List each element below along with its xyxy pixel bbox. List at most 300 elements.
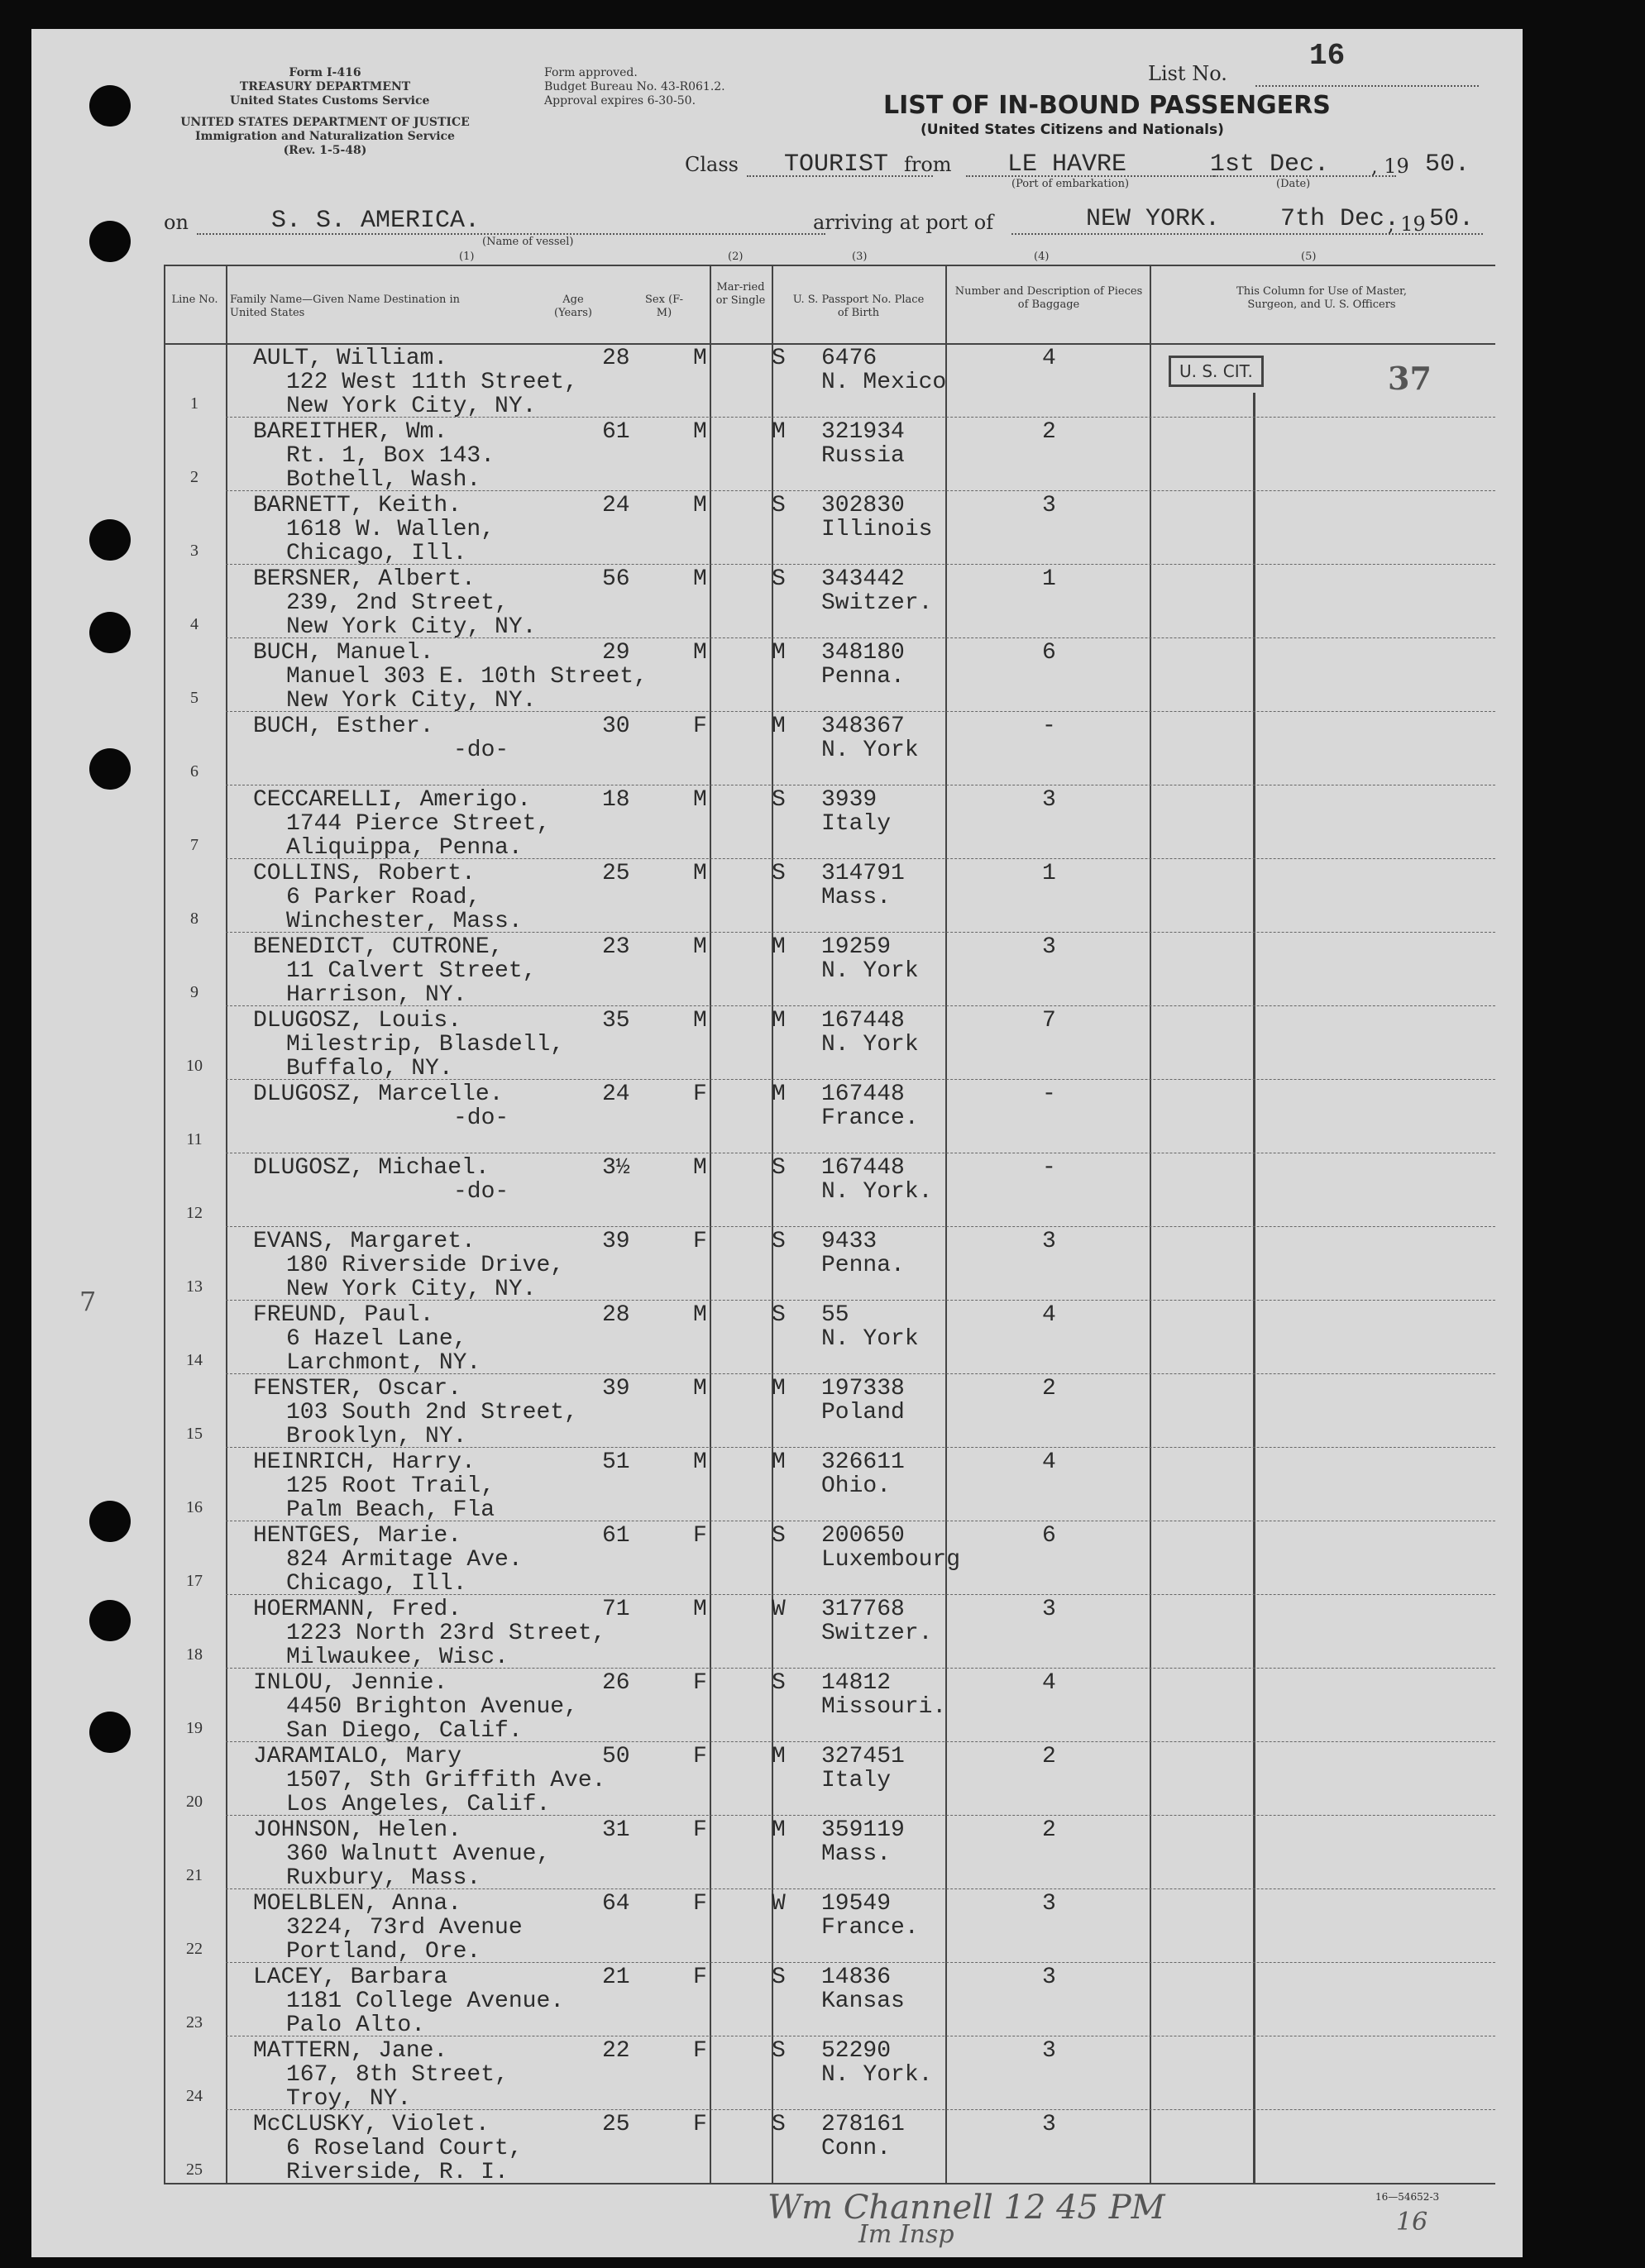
col-number-5: (5) (1301, 251, 1317, 263)
line-number: 1 (190, 394, 198, 413)
col-number-2: (2) (728, 251, 744, 263)
baggage-count: - (1042, 1081, 1056, 1107)
age: 71 (602, 1597, 630, 1622)
place-of-birth: Switzer. (821, 590, 933, 616)
place-of-birth: Italy (821, 1768, 892, 1793)
marital-status: M (772, 640, 786, 666)
row-divider (226, 490, 1495, 491)
row-divider (226, 1668, 1495, 1669)
passport-number: 302830 (821, 493, 905, 518)
destination-line-1: 6 Roseland Court, (286, 2136, 523, 2161)
place-of-birth: Kansas (821, 1989, 905, 2014)
destination-line-1: 11 Calvert Street, (286, 958, 537, 984)
destination-line-2: Palm Beach, Fla (286, 1497, 495, 1523)
destination-line-2: Bothell, Wash. (286, 467, 481, 493)
row-divider (226, 1005, 1495, 1006)
baggage-count: 2 (1042, 1744, 1056, 1769)
row-divider (226, 1447, 1495, 1448)
citizen-count: 37 (1388, 360, 1432, 397)
destination-line-1: 824 Armitage Ave. (286, 1547, 523, 1573)
form-code: 16—54652-3 (1375, 2191, 1440, 2203)
place-of-birth: Mass. (821, 1841, 892, 1867)
inspector-signature: Wm Channell 12 45 PM (768, 2189, 1165, 2227)
age: 51 (602, 1449, 630, 1475)
passenger-name: JARAMIALO, Mary (253, 1744, 462, 1769)
line-number: 12 (186, 1204, 203, 1222)
sex: M (693, 934, 707, 960)
passport-number: 200650 (821, 1523, 905, 1549)
baggage-count: 3 (1042, 1965, 1056, 1990)
place-of-birth: Penna. (821, 1253, 905, 1278)
destination-line-2: San Diego, Calif. (286, 1718, 523, 1744)
destination-line-1: 239, 2nd Street, (286, 590, 509, 616)
place-of-birth: N. York (821, 738, 919, 763)
col-divider (164, 265, 165, 2183)
destination-line-2: Harrison, NY. (286, 982, 467, 1008)
row-divider (226, 1226, 1495, 1227)
marital-status: M (772, 714, 786, 739)
passenger-name: McCLUSKY, Violet. (253, 2112, 490, 2137)
sex: M (693, 1449, 707, 1475)
destination-line-2: Palo Alto. (286, 2013, 426, 2038)
list-no-value: 16 (1309, 39, 1346, 73)
marital-status: M (772, 419, 786, 445)
treasury-department: TREASURY DEPARTMENT (239, 80, 411, 93)
marital-status: S (772, 1302, 786, 1328)
age: 29 (602, 640, 630, 666)
line-number: 23 (186, 2013, 203, 2032)
age: 39 (602, 1376, 630, 1401)
passenger-name: FENSTER, Oscar. (253, 1376, 462, 1401)
row-divider (226, 1888, 1495, 1889)
approval-expires: Approval expires 6-30-50. (544, 94, 696, 107)
line-number: 17 (186, 1572, 203, 1590)
list-no-line (1255, 85, 1479, 87)
baggage-count: 4 (1042, 1449, 1056, 1475)
place-of-birth: N. York (821, 1326, 919, 1352)
destination-line-2: New York City, NY. (286, 394, 537, 419)
age: 23 (602, 934, 630, 960)
year-prefix: , 19 (1371, 155, 1409, 178)
passenger-name: FREUND, Paul. (253, 1302, 434, 1328)
sex: M (693, 1155, 707, 1181)
destination-line-2: Chicago, Ill. (286, 1571, 467, 1597)
age: 25 (602, 861, 630, 886)
baggage-count: 3 (1042, 934, 1056, 960)
passenger-name: BAREITHER, Wm. (253, 419, 448, 445)
arriving-label: arriving at port of (813, 211, 994, 234)
passport-number: 167448 (821, 1008, 905, 1034)
col-number-3: (3) (852, 251, 868, 263)
place-of-birth: N. Mexico (821, 370, 947, 395)
baggage-count: 6 (1042, 640, 1056, 666)
passport-number: 197338 (821, 1376, 905, 1401)
age: 3½ (602, 1155, 630, 1181)
col-header-baggage: Number and Description of Pieces of Baggage (954, 285, 1143, 311)
place-of-birth: Penna. (821, 664, 905, 690)
baggage-count: - (1042, 714, 1056, 739)
baggage-count: 4 (1042, 1670, 1056, 1696)
place-of-birth: N. York (821, 958, 919, 984)
destination-line-1: 125 Root Trail, (286, 1473, 495, 1499)
baggage-count: 2 (1042, 419, 1056, 445)
line-number: 20 (186, 1793, 203, 1811)
binder-hole (89, 748, 131, 790)
sex: F (693, 1523, 707, 1549)
ins-name: Immigration and Naturalization Service (195, 130, 455, 143)
destination-line-1: 1181 College Avenue. (286, 1989, 565, 2014)
destination-line-2: Riverside, R. I. (286, 2160, 509, 2185)
port-value: LE HAVRE (1007, 150, 1127, 179)
col-divider (710, 265, 711, 2183)
place-of-birth: N. York. (821, 1179, 933, 1205)
passenger-name: EVANS, Margaret. (253, 1229, 476, 1254)
passport-number: 278161 (821, 2112, 905, 2137)
baggage-count: 3 (1042, 493, 1056, 518)
destination-line-1: 360 Walnutt Avenue, (286, 1841, 551, 1867)
passport-number: 14812 (821, 1670, 892, 1696)
marital-status: S (772, 1965, 786, 1990)
sex: F (693, 714, 707, 739)
passenger-name: BENEDICT, CUTRONE, (253, 934, 504, 960)
sex: M (693, 640, 707, 666)
marital-status: S (772, 1229, 786, 1254)
age: 28 (602, 346, 630, 371)
place-of-birth: France. (821, 1105, 919, 1131)
baggage-count: 4 (1042, 346, 1056, 371)
sex: F (693, 1744, 707, 1769)
sex: M (693, 1302, 707, 1328)
form-number: Form I-416 (289, 66, 361, 79)
place-of-birth: Luxembourg (821, 1547, 961, 1573)
passport-number: 348367 (821, 714, 905, 739)
passenger-name: CECCARELLI, Amerigo. (253, 787, 532, 813)
line-number: 24 (186, 2087, 203, 2105)
col-header-line-no: Line No. (171, 294, 218, 306)
destination-line-2: New York City, NY. (286, 688, 537, 714)
age: 39 (602, 1229, 630, 1254)
baggage-count: 3 (1042, 2038, 1056, 2064)
marital-status: M (772, 934, 786, 960)
row-divider (226, 2109, 1495, 2110)
destination-line-1: 4450 Brighton Avenue, (286, 1694, 578, 1720)
us-citizen-stamp: U. S. CIT. (1169, 356, 1264, 387)
table-top-border (164, 265, 1495, 266)
place-of-birth: Switzer. (821, 1621, 933, 1646)
passport-number: 6476 (821, 346, 877, 371)
line-number: 18 (186, 1645, 203, 1664)
destination-line-1: 180 Riverside Drive, (286, 1253, 565, 1278)
sex: M (693, 1008, 707, 1034)
col-divider (1150, 265, 1151, 2183)
passport-number: 14836 (821, 1965, 892, 1990)
row-divider (226, 417, 1495, 418)
line-number: 16 (186, 1498, 203, 1516)
marital-status: S (772, 493, 786, 518)
destination-line-2: Chicago, Ill. (286, 541, 467, 566)
line-number: 9 (190, 983, 198, 1001)
form-number-block (230, 66, 430, 108)
destination-line-1: Manuel 303 E. 10th Street, (286, 664, 648, 690)
sex: F (693, 2112, 707, 2137)
baggage-count: 7 (1042, 1008, 1056, 1034)
marital-status: W (772, 1597, 786, 1622)
baggage-count: 3 (1042, 2112, 1056, 2137)
baggage-count: 2 (1042, 1817, 1056, 1843)
margin-mark: 7 (79, 1286, 97, 1317)
vessel-value: S. S. AMERICA. (271, 207, 481, 235)
passport-number: 343442 (821, 566, 905, 592)
baggage-count: 1 (1042, 566, 1056, 592)
col-header-married: Mar-ried or Single (715, 281, 766, 307)
passenger-name: DLUGOSZ, Louis. (253, 1008, 462, 1034)
passenger-name: INLOU, Jennie. (253, 1670, 448, 1696)
destination-line-2: Troy, NY. (286, 2086, 412, 2112)
sex: F (693, 1891, 707, 1917)
sex: F (693, 2038, 707, 2064)
passport-number: 9433 (821, 1229, 877, 1254)
marital-status: M (772, 1817, 786, 1843)
page-subtitle: (United States Citizens and Nationals) (921, 122, 1224, 138)
passenger-name: MATTERN, Jane. (253, 2038, 448, 2064)
age: 30 (602, 714, 630, 739)
place-of-birth: Russia (821, 443, 905, 469)
passenger-name: HOERMANN, Fred. (253, 1597, 462, 1622)
row-divider (226, 1962, 1495, 1963)
destination-line-1: 103 South 2nd Street, (286, 1400, 578, 1425)
destination-line-1: 6 Hazel Lane, (286, 1326, 467, 1352)
line-number: 6 (190, 762, 198, 781)
passport-number: 321934 (821, 419, 905, 445)
destination-line-1: 1618 W. Wallen, (286, 517, 495, 542)
destination-line-1: Rt. 1, Box 143. (286, 443, 495, 469)
row-divider (226, 932, 1495, 933)
destination-line-2: Milwaukee, Wisc. (286, 1645, 509, 1670)
arrival-year: 50. (1429, 205, 1475, 233)
destination-line-2: Ruxbury, Mass. (286, 1865, 481, 1891)
marital-status: M (772, 1081, 786, 1107)
age: 31 (602, 1817, 630, 1843)
age: 50 (602, 1744, 630, 1769)
customs-service: United States Customs Service (230, 94, 430, 107)
passport-number: 314791 (821, 861, 905, 886)
marital-status: M (772, 1008, 786, 1034)
passport-number: 359119 (821, 1817, 905, 1843)
line-number: 13 (186, 1277, 203, 1296)
line-number: 11 (186, 1130, 203, 1148)
marital-status: S (772, 861, 786, 886)
passenger-name: HENTGES, Marie. (253, 1523, 462, 1549)
place-of-birth: N. York. (821, 2062, 933, 2088)
col-divider (945, 265, 947, 2183)
passport-number: 167448 (821, 1081, 905, 1107)
line-number: 21 (186, 1866, 203, 1884)
destination-line-2: Aliquippa, Penna. (286, 835, 523, 861)
col-header-name: Family Name—Given Name Destination in United States (230, 294, 461, 319)
col-number-4: (4) (1034, 251, 1050, 263)
baggage-count: 4 (1042, 1302, 1056, 1328)
sex: M (693, 861, 707, 886)
place-of-birth: N. York (821, 1032, 919, 1058)
form-revision: (Rev. 1-5-48) (283, 144, 367, 157)
baggage-count: - (1042, 1155, 1056, 1181)
page-mark: 16 (1396, 2208, 1428, 2237)
line-number: 2 (190, 468, 198, 486)
destination-line-1: -do- (453, 1105, 509, 1131)
marital-status: M (772, 1744, 786, 1769)
destination-line-1: 3224, 73rd Avenue (286, 1915, 523, 1941)
destination-line-1: 167, 8th Street, (286, 2062, 509, 2088)
age: 18 (602, 787, 630, 813)
binder-hole (89, 612, 131, 653)
marital-status: S (772, 1155, 786, 1181)
list-no-label: List No. (1148, 62, 1227, 85)
age: 24 (602, 493, 630, 518)
baggage-count: 3 (1042, 787, 1056, 813)
passenger-name: JOHNSON, Helen. (253, 1817, 462, 1843)
sex: F (693, 1229, 707, 1254)
date-caption: (Date) (1276, 178, 1311, 190)
approval-block (544, 66, 734, 108)
age: 25 (602, 2112, 630, 2137)
passport-number: 167448 (821, 1155, 905, 1181)
place-of-birth: Illinois (821, 517, 933, 542)
binder-hole (89, 519, 131, 561)
passenger-name: DLUGOSZ, Michael. (253, 1155, 490, 1181)
arrival-port: NEW YORK. (1086, 205, 1221, 233)
port-caption: (Port of embarkation) (1011, 178, 1130, 190)
line-number: 19 (186, 1719, 203, 1737)
passenger-name: MOELBLEN, Anna. (253, 1891, 462, 1917)
baggage-count: 3 (1042, 1891, 1056, 1917)
sex: M (693, 787, 707, 813)
document-page (31, 29, 1523, 2257)
line-number: 22 (186, 1940, 203, 1958)
age: 35 (602, 1008, 630, 1034)
row-divider (226, 1741, 1495, 1742)
col-header-passport: U. S. Passport No. Place of Birth (792, 294, 925, 319)
sex: M (693, 493, 707, 518)
row-divider (226, 564, 1495, 565)
col-header-age: Age (Years) (554, 294, 592, 319)
age: 28 (602, 1302, 630, 1328)
passport-number: 327451 (821, 1744, 905, 1769)
arrival-date: 7th Dec. (1280, 205, 1400, 233)
place-of-birth: Mass. (821, 885, 892, 910)
destination-line-1: 122 West 11th Street, (286, 370, 578, 395)
marital-status: S (772, 787, 786, 813)
binder-hole (89, 1501, 131, 1542)
col-header-sex: Sex (F-M) (645, 294, 683, 319)
passenger-name: BERSNER, Albert. (253, 566, 476, 592)
sex: M (693, 419, 707, 445)
age: 61 (602, 419, 630, 445)
destination-line-2: Los Angeles, Calif. (286, 1792, 551, 1817)
baggage-count: 3 (1042, 1229, 1056, 1254)
vessel-caption: (Name of vessel) (482, 236, 574, 248)
row-divider (226, 1815, 1495, 1816)
sex: F (693, 1965, 707, 1990)
place-of-birth: Poland (821, 1400, 905, 1425)
doj-name: UNITED STATES DEPARTMENT OF JUSTICE (180, 116, 470, 129)
age: 61 (602, 1523, 630, 1549)
passport-number: 19549 (821, 1891, 892, 1917)
line-number: 5 (190, 689, 198, 707)
row-divider (226, 858, 1495, 859)
row-divider (226, 1373, 1495, 1374)
binder-hole (89, 221, 131, 262)
budget-bureau: Budget Bureau No. 43-R061.2. (544, 80, 725, 93)
destination-line-1: 1744 Pierce Street, (286, 811, 551, 837)
marital-status: M (772, 1376, 786, 1401)
line-number: 10 (186, 1057, 203, 1075)
passenger-name: LACEY, Barbara (253, 1965, 448, 1990)
marital-status: S (772, 1523, 786, 1549)
arrival-year-prefix: , 19 (1388, 212, 1426, 236)
class-value: TOURIST (784, 150, 889, 179)
place-of-birth: Ohio. (821, 1473, 892, 1499)
from-label: from (904, 153, 952, 176)
baggage-count: 1 (1042, 861, 1056, 886)
sex: F (693, 1817, 707, 1843)
class-label: Class (685, 153, 739, 176)
row-divider (226, 1079, 1495, 1080)
baggage-count: 3 (1042, 1597, 1056, 1622)
destination-line-2: Portland, Ore. (286, 1939, 481, 1965)
passport-number: 326611 (821, 1449, 905, 1475)
destination-line-1: -do- (453, 1179, 509, 1205)
age: 24 (602, 1081, 630, 1107)
sex: M (693, 566, 707, 592)
line-number: 8 (190, 910, 198, 928)
line-number: 15 (186, 1425, 203, 1443)
row-divider (226, 1300, 1495, 1301)
destination-line-2: New York City, NY. (286, 1277, 537, 1302)
marital-status: S (772, 566, 786, 592)
sex: F (693, 1670, 707, 1696)
page-title: LIST OF IN-BOUND PASSENGERS (883, 91, 1331, 120)
binder-hole (89, 85, 131, 127)
date-value: 1st Dec. (1210, 150, 1330, 179)
destination-line-1: Milestrip, Blasdell, (286, 1032, 565, 1058)
on-label: on (164, 211, 189, 234)
destination-line-1: -do- (453, 738, 509, 763)
age: 56 (602, 566, 630, 592)
year-value: 50. (1425, 150, 1470, 179)
passenger-name: COLLINS, Robert. (253, 861, 476, 886)
line-number: 4 (190, 615, 198, 633)
line-number: 3 (190, 542, 198, 560)
marital-status: S (772, 2112, 786, 2137)
baggage-count: 6 (1042, 1523, 1056, 1549)
place-of-birth: Conn. (821, 2136, 892, 2161)
passenger-name: DLUGOSZ, Marcelle. (253, 1081, 504, 1107)
line-number: 14 (186, 1351, 203, 1369)
sex: M (693, 1376, 707, 1401)
binder-hole (89, 1600, 131, 1641)
sex: F (693, 1081, 707, 1107)
passport-number: 55 (821, 1302, 849, 1328)
table-header-border (164, 343, 1495, 345)
passenger-name: BUCH, Manuel. (253, 640, 434, 666)
passenger-name: BUCH, Esther. (253, 714, 434, 739)
age: 26 (602, 1670, 630, 1696)
destination-line-2: Winchester, Mass. (286, 909, 523, 934)
age: 64 (602, 1891, 630, 1917)
place-of-birth: France. (821, 1915, 919, 1941)
destination-line-1: 1223 North 23rd Street, (286, 1621, 606, 1646)
vertical-tick-line (1253, 393, 1255, 2183)
